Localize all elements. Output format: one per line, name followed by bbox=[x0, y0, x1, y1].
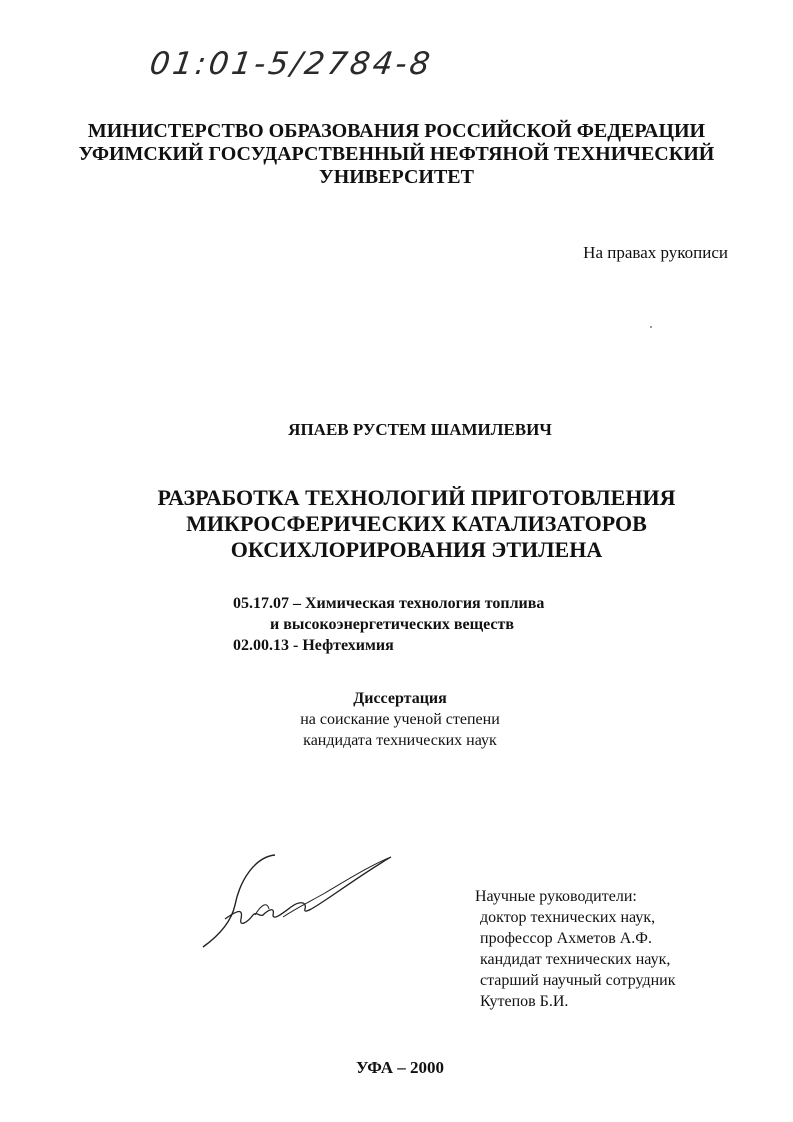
university-line: УФИМСКИЙ ГОСУДАРСТВЕННЫЙ НЕФТЯНОЙ ТЕХНИЧЕСКИЙ bbox=[78, 143, 715, 165]
scientific-advisors bbox=[475, 886, 775, 1012]
advisor-line: доктор технических наук, bbox=[480, 909, 656, 926]
university-line-2: УНИВЕРСИТЕТ bbox=[319, 166, 474, 188]
scan-speck bbox=[650, 326, 652, 328]
author-name: ЯПАЕВ РУСТЕМ ШАМИЛЕВИЧ bbox=[288, 420, 552, 439]
archive-code: 01:01-5/2784-8 bbox=[147, 46, 436, 82]
specialty-codes bbox=[233, 593, 653, 656]
advisor-line: кандидат технических наук, bbox=[480, 951, 671, 968]
dissertation-title bbox=[80, 485, 753, 563]
advisor-line: старший научный сотрудник bbox=[480, 972, 676, 989]
degree-line: кандидата технических наук bbox=[303, 732, 497, 749]
manuscript-rights-note: На правах рукописи bbox=[583, 243, 728, 262]
city-year: УФА – 2000 bbox=[355, 1058, 445, 1077]
signature-image bbox=[195, 835, 400, 955]
specialty-line: 05.17.07 – Химическая технология топлива bbox=[233, 595, 545, 612]
ministry-line: МИНИСТЕРСТВО ОБРАЗОВАНИЯ РОССИЙСКОЙ ФЕДЕРАЦИИ bbox=[87, 120, 706, 142]
specialty-line: 02.00.13 - Нефтехимия bbox=[233, 637, 394, 654]
advisor-line: Кутепов Б.И. bbox=[480, 993, 569, 1010]
dissertation-heading: Диссертация bbox=[353, 690, 447, 707]
institution-header bbox=[60, 120, 733, 189]
title-line: ОКСИХЛОРИРОВАНИЯ ЭТИЛЕНА bbox=[230, 537, 603, 562]
title-line: РАЗРАБОТКА ТЕХНОЛОГИЙ ПРИГОТОВЛЕНИЯ bbox=[157, 485, 676, 510]
title-line: МИКРОСФЕРИЧЕСКИХ КАТАЛИЗАТОРОВ bbox=[186, 511, 647, 536]
degree-statement bbox=[200, 688, 600, 751]
degree-line: на соискание ученой степени bbox=[300, 711, 500, 728]
specialty-line: и высокоэнергетических веществ bbox=[270, 616, 515, 633]
advisor-line: профессор Ахметов А.Ф. bbox=[480, 930, 652, 947]
advisors-heading: Научные руководители: bbox=[475, 888, 637, 905]
